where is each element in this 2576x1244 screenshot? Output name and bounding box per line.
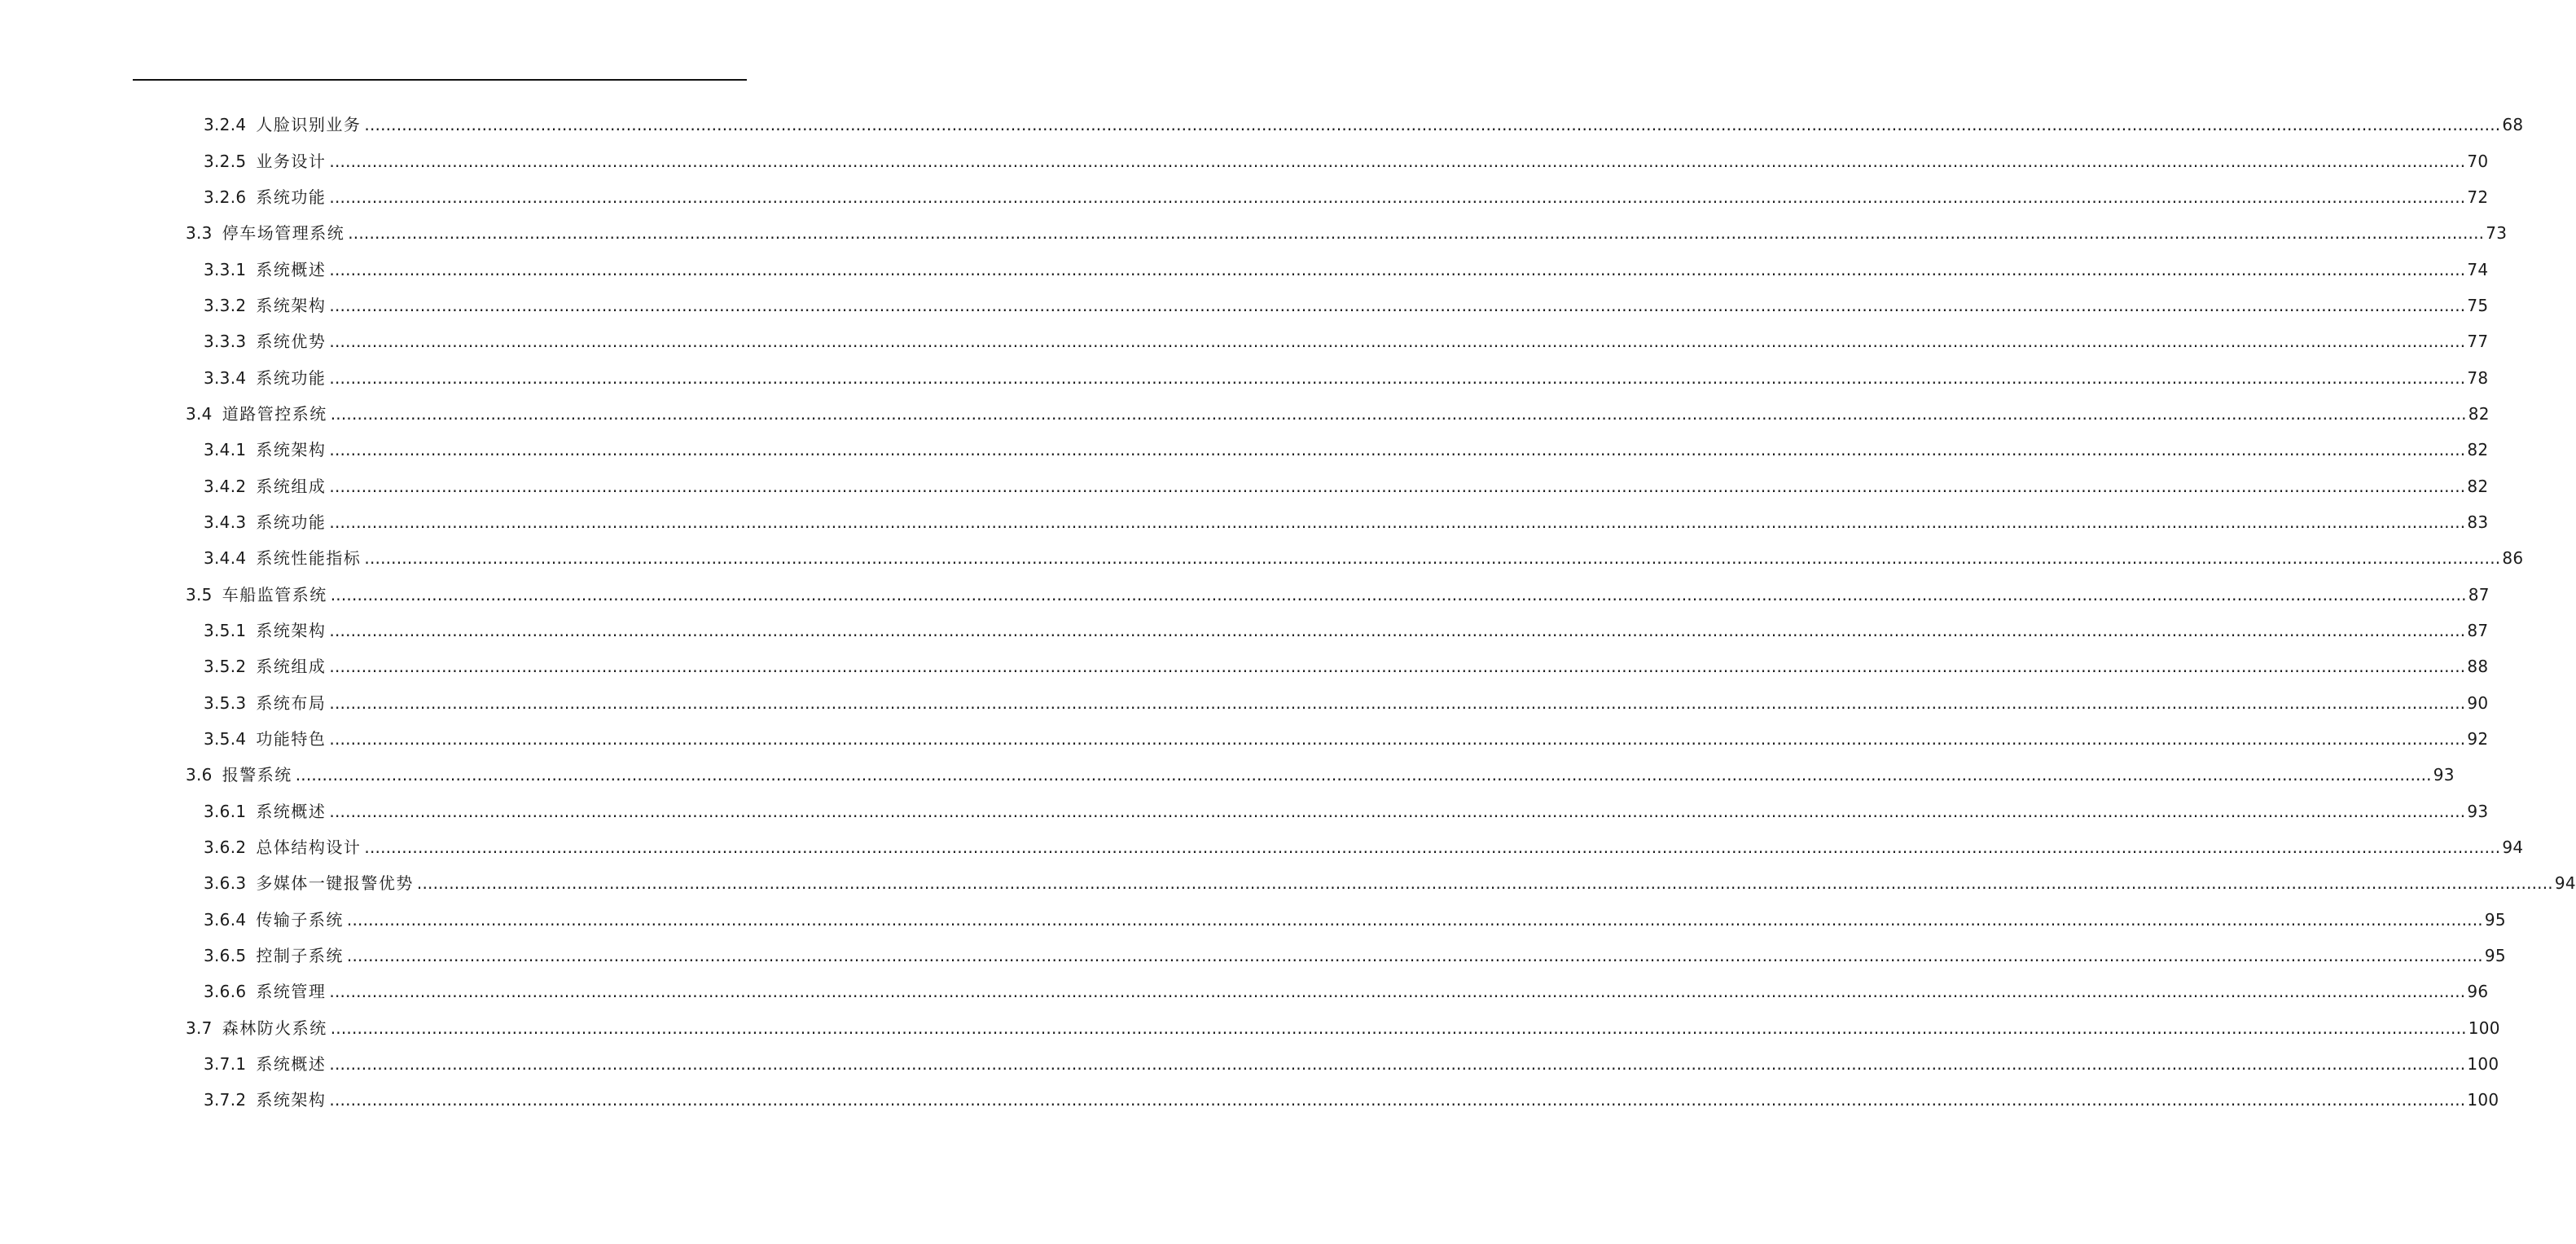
toc-dot-leader: ................................................................................................................................................................................................................................................................................................................................................................................................................ [329,332,2466,352]
toc-entry-number: 3.6.2 [204,837,247,858]
toc-entry-title: 系统架构 [256,295,327,315]
toc-entry-page-number: 93 [2467,801,2489,821]
toc-dot-leader: ................................................................................................................................................................................................................................................................................................................................................................................................................ [329,512,2466,532]
toc-entry-page-number: 100 [2467,1090,2499,1110]
toc-entry-page-number: 86 [2502,548,2524,569]
toc-entry[interactable] [0,902,2506,938]
toc-entry-title: 传输子系统 [256,909,344,930]
toc-entry-number: 3.6.5 [204,946,247,966]
toc-entry[interactable] [0,1082,2499,1118]
toc-entry[interactable] [0,685,2489,721]
toc-entry-title: 多媒体一键报警优势 [256,873,414,894]
toc-entry[interactable] [0,143,2489,178]
toc-entry-page-number: 87 [2467,620,2489,640]
toc-dot-leader: ................................................................................................................................................................................................................................................................................................................................................................................................................ [346,946,2483,966]
toc-entry-number: 3.6.3 [204,873,247,894]
toc-dot-leader: ................................................................................................................................................................................................................................................................................................................................................................................................................ [348,223,2485,244]
toc-dot-leader: ................................................................................................................................................................................................................................................................................................................................................................................................................ [364,837,2501,858]
toc-entry[interactable] [0,865,2576,901]
toc-entry[interactable] [0,576,2490,612]
toc-entry-title: 系统布局 [256,692,327,713]
toc-entry-number: 3.2.4 [204,115,247,135]
toc-entry-title: 功能特色 [256,729,327,749]
toc-entry-title: 系统架构 [256,440,327,460]
toc-entry-page-number: 92 [2467,729,2489,749]
toc-entry[interactable] [0,251,2489,287]
toc-entry[interactable] [0,829,2524,865]
toc-entry-page-number: 78 [2467,367,2489,388]
table-of-contents [0,107,2576,1119]
toc-entry-number: 3.4.4 [204,548,247,569]
toc-entry[interactable] [0,107,2524,143]
toc-entry-page-number: 90 [2467,692,2489,713]
toc-dot-leader: ................................................................................................................................................................................................................................................................................................................................................................................................................ [330,1018,2467,1038]
toc-dot-leader: ................................................................................................................................................................................................................................................................................................................................................................................................................ [329,1054,2466,1075]
toc-entry-page-number: 100 [2467,1054,2499,1075]
toc-entry[interactable] [0,721,2489,757]
toc-dot-leader: ................................................................................................................................................................................................................................................................................................................................................................................................................ [329,187,2466,207]
toc-dot-leader: ................................................................................................................................................................................................................................................................................................................................................................................................................ [330,584,2467,604]
toc-dot-leader: ................................................................................................................................................................................................................................................................................................................................................................................................................ [329,476,2466,496]
toc-entry-page-number: 87 [2468,584,2490,604]
toc-entry-title: 系统管理 [256,982,327,1002]
toc-entry-number: 3.3.4 [204,367,247,388]
toc-entry-title: 停车场管理系统 [222,223,345,244]
toc-entry-number: 3.6.6 [204,982,247,1002]
toc-entry-title: 系统功能 [256,367,327,388]
toc-dot-leader: ................................................................................................................................................................................................................................................................................................................................................................................................................ [329,729,2466,749]
toc-entry[interactable] [0,938,2506,974]
toc-entry-title: 系统组成 [256,657,327,677]
toc-dot-leader: ................................................................................................................................................................................................................................................................................................................................................................................................................ [329,982,2466,1002]
toc-entry[interactable] [0,468,2489,503]
toc-entry-title: 道路管控系统 [222,403,327,424]
toc-dot-leader: ................................................................................................................................................................................................................................................................................................................................................................................................................ [364,115,2501,135]
toc-entry-number: 3.5.1 [204,620,247,640]
toc-entry[interactable] [0,504,2489,540]
toc-entry-number: 3.7 [186,1018,213,1038]
toc-entry[interactable] [0,648,2489,684]
toc-entry-title: 系统概述 [256,801,327,821]
toc-entry[interactable] [0,974,2489,1009]
toc-entry-title: 人脸识别业务 [256,115,362,135]
toc-entry-number: 3.3.3 [204,332,247,352]
toc-entry-title: 总体结构设计 [256,837,362,858]
toc-dot-leader: ................................................................................................................................................................................................................................................................................................................................................................................................................ [295,765,2432,785]
toc-entry-title: 报警系统 [222,765,292,785]
toc-dot-leader: ................................................................................................................................................................................................................................................................................................................................................................................................................ [329,151,2466,171]
toc-dot-leader: ................................................................................................................................................................................................................................................................................................................................................................................................................ [329,692,2466,713]
toc-entry-page-number: 88 [2467,657,2489,677]
toc-entry-page-number: 82 [2467,476,2489,496]
toc-entry-title: 森林防火系统 [222,1018,327,1038]
toc-entry-title: 系统概述 [256,1054,327,1075]
toc-entry-page-number: 94 [2502,837,2524,858]
toc-dot-leader: ................................................................................................................................................................................................................................................................................................................................................................................................................ [329,259,2466,279]
toc-entry-number: 3.3.1 [204,259,247,279]
toc-entry-number: 3.6.4 [204,909,247,930]
toc-entry-page-number: 96 [2467,982,2489,1002]
toc-entry-number: 3.6 [186,765,213,785]
toc-entry-title: 系统性能指标 [256,548,362,569]
toc-entry[interactable] [0,757,2455,793]
toc-entry-number: 3.3.2 [204,295,247,315]
toc-dot-leader: ................................................................................................................................................................................................................................................................................................................................................................................................................ [346,909,2483,930]
toc-entry-page-number: 94 [2554,873,2576,894]
toc-entry[interactable] [0,396,2490,432]
toc-dot-leader: ................................................................................................................................................................................................................................................................................................................................................................................................................ [329,295,2466,315]
toc-entry-title: 系统功能 [256,187,327,207]
toc-entry-title: 系统概述 [256,259,327,279]
toc-dot-leader: ................................................................................................................................................................................................................................................................................................................................................................................................................ [329,367,2466,388]
toc-entry-page-number: 83 [2467,512,2489,532]
toc-entry-number: 3.4.1 [204,440,247,460]
toc-entry-page-number: 95 [2484,909,2506,930]
toc-dot-leader: ................................................................................................................................................................................................................................................................................................................................................................................................................ [330,403,2467,424]
toc-entry[interactable] [0,288,2489,323]
toc-entry-number: 3.5.4 [204,729,247,749]
toc-dot-leader: ................................................................................................................................................................................................................................................................................................................................................................................................................ [329,620,2466,640]
toc-entry-title: 控制子系统 [256,946,344,966]
toc-entry-page-number: 82 [2467,440,2489,460]
toc-entry-title: 系统功能 [256,512,327,532]
toc-entry-page-number: 72 [2467,187,2489,207]
toc-entry-page-number: 95 [2484,946,2506,966]
toc-entry-title: 系统组成 [256,476,327,496]
toc-entry[interactable] [0,613,2489,648]
toc-entry[interactable] [0,179,2489,215]
toc-entry[interactable] [0,540,2524,576]
toc-entry-number: 3.4.2 [204,476,247,496]
toc-entry-number: 3.4 [186,403,213,424]
toc-dot-leader: ................................................................................................................................................................................................................................................................................................................................................................................................................ [329,440,2466,460]
toc-entry[interactable] [0,359,2489,395]
toc-entry-page-number: 93 [2433,765,2455,785]
toc-entry-page-number: 82 [2468,403,2490,424]
toc-dot-leader: ................................................................................................................................................................................................................................................................................................................................................................................................................ [329,657,2466,677]
toc-dot-leader: ................................................................................................................................................................................................................................................................................................................................................................................................................ [416,873,2553,894]
toc-entry-title: 车船监管系统 [222,584,327,604]
toc-entry-title: 业务设计 [256,151,327,171]
toc-entry-number: 3.2.6 [204,187,247,207]
toc-entry-title: 系统架构 [256,620,327,640]
toc-entry-number: 3.5 [186,584,213,604]
toc-dot-leader: ................................................................................................................................................................................................................................................................................................................................................................................................................ [329,1090,2466,1110]
toc-entry-page-number: 70 [2467,151,2489,171]
header-rule [133,79,747,81]
toc-dot-leader: ................................................................................................................................................................................................................................................................................................................................................................................................................ [364,548,2501,569]
toc-entry[interactable] [0,215,2508,251]
toc-entry[interactable] [0,432,2489,468]
toc-entry-title: 系统架构 [256,1090,327,1110]
toc-entry-number: 3.2.5 [204,151,247,171]
toc-entry-page-number: 68 [2502,115,2524,135]
toc-entry-page-number: 74 [2467,259,2489,279]
toc-entry[interactable] [0,323,2489,359]
toc-entry[interactable] [0,1046,2499,1082]
toc-entry-title: 系统优势 [256,332,327,352]
toc-entry[interactable] [0,793,2489,829]
toc-entry-number: 3.5.3 [204,692,247,713]
toc-entry-number: 3.7.2 [204,1090,247,1110]
toc-entry-page-number: 100 [2468,1018,2500,1038]
toc-entry-number: 3.3 [186,223,213,244]
toc-entry[interactable] [0,1010,2500,1046]
toc-entry-page-number: 77 [2467,332,2489,352]
toc-entry-number: 3.4.3 [204,512,247,532]
toc-entry-number: 3.6.1 [204,801,247,821]
toc-dot-leader: ................................................................................................................................................................................................................................................................................................................................................................................................................ [329,801,2466,821]
toc-entry-number: 3.7.1 [204,1054,247,1075]
toc-entry-page-number: 75 [2467,295,2489,315]
toc-entry-page-number: 73 [2486,223,2508,244]
toc-entry-number: 3.5.2 [204,657,247,677]
